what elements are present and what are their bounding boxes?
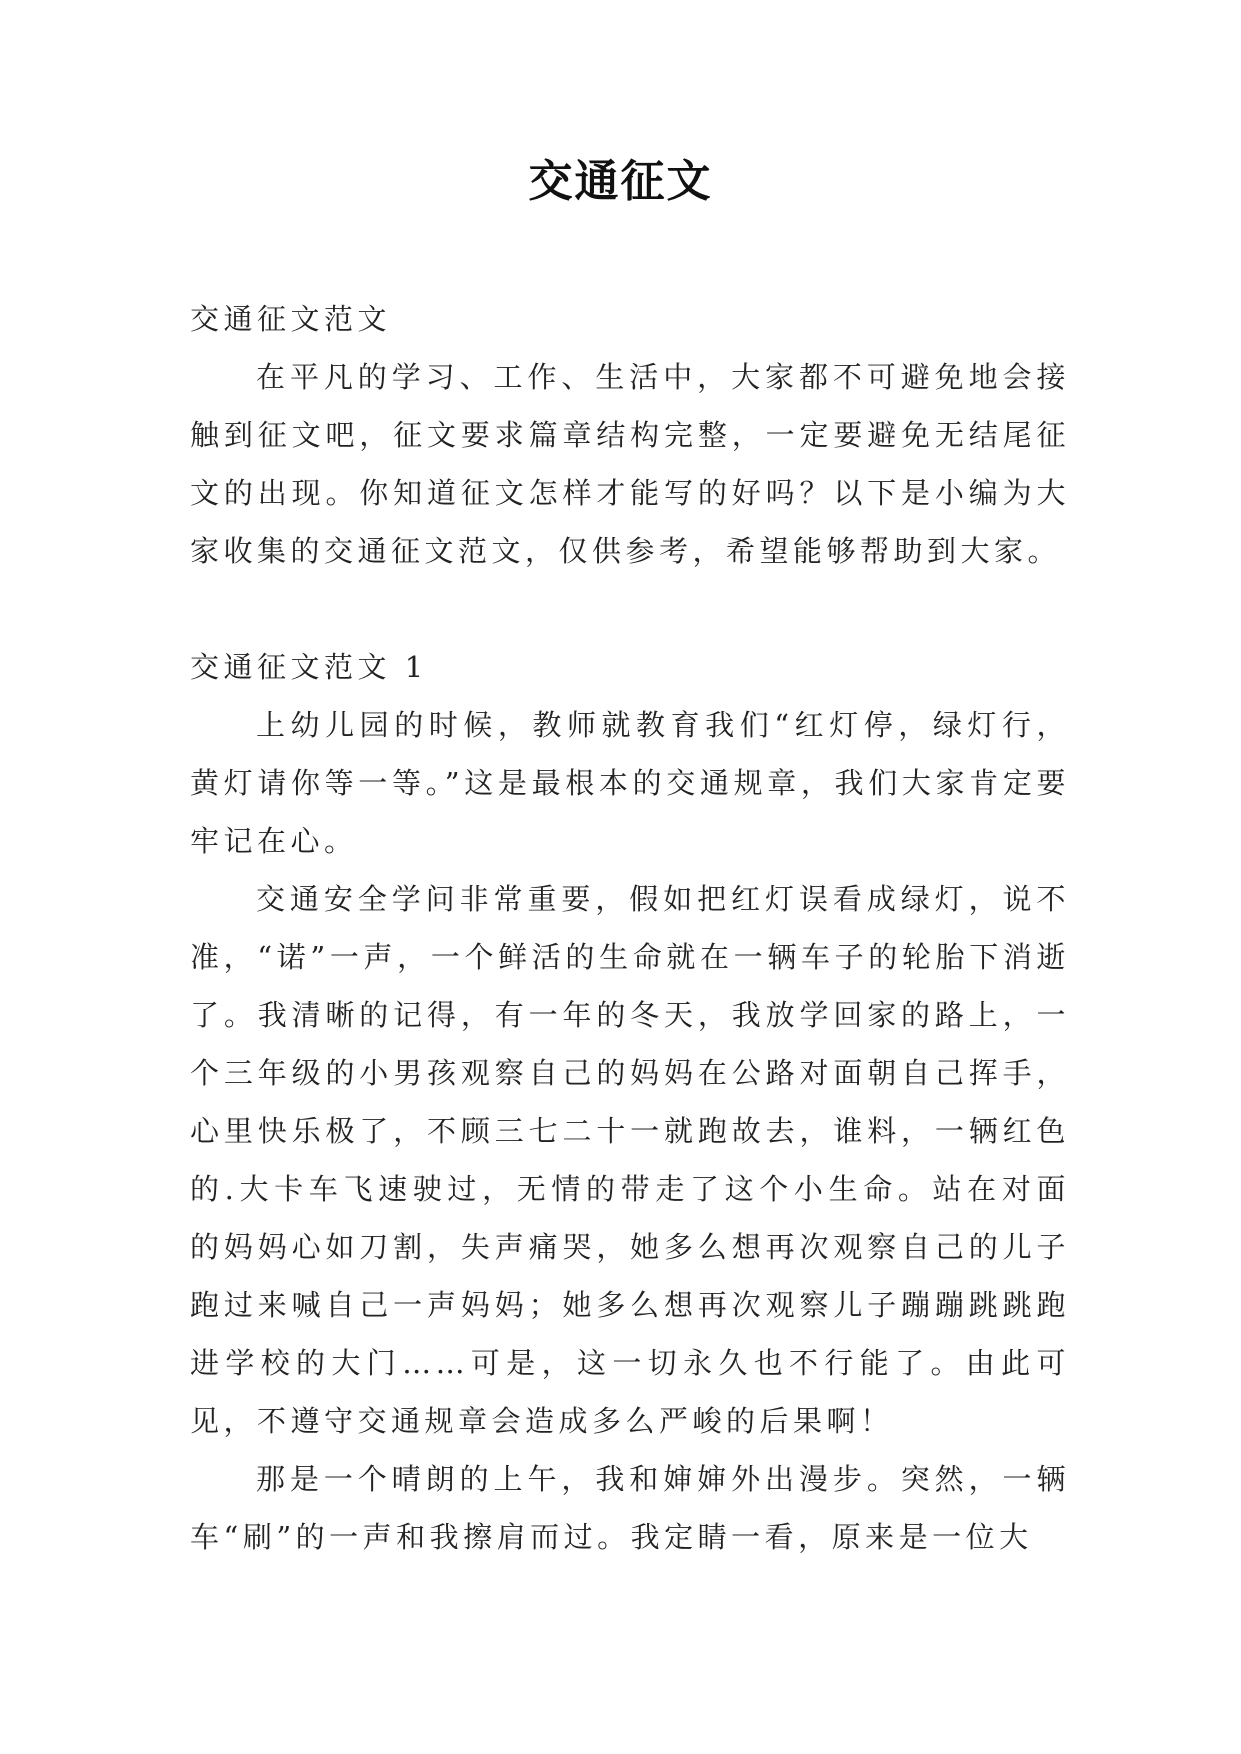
intro-paragraph: 在平凡的学习、工作、生活中，大家都不可避免地会接触到征文吧，征文要求篇章结构完整，一定要避免无结尾征文的出现。你知道征文怎样才能写的好吗？以下是小编为大家收集的交通征文范文，仅供参考，希望能够帮助到大家。 xyxy=(190,360,1070,568)
section-1-paragraph-1: 上幼儿园的时候，教师就教育我们“红灯停，绿灯行，黄灯请你等一等。”这是最根本的交通规章，我们大家肯定要牢记在心。 xyxy=(190,708,1070,858)
section-1-heading: 交通征文范文 1 xyxy=(190,650,428,684)
section-1-paragraph-3: 那是一个晴朗的上午，我和婶婶外出漫步。突然，一辆车“刷”的一声和我擦肩而过。我定睛一看，原来是一位大 xyxy=(190,1462,1070,1554)
intro-heading: 交通征文范文 xyxy=(190,302,392,336)
document-title: 交通征文 xyxy=(528,156,713,207)
document-body xyxy=(190,290,1070,1566)
section-1-paragraph-2: 交通安全学问非常重要，假如把红灯误看成绿灯，说不准，“诺”一声，一个鲜活的生命就在一辆车子的轮胎下消逝了。我清晰的记得，有一年的冬天，我放学回家的路上，一个三年级的小男孩观察自己的妈妈在公路对面朝自己挥手，心里快乐极了，不顾三七二十一就跑故去，谁料，一辆红色的.大卡车飞速驶过，无情的带走了这个小生命。站在对面的妈妈心如刀割，失声痛哭，她多么想再次观察自己的儿子跑过来喊自己一声妈妈；她多么想再次观察儿子蹦蹦跳跳跑进学校的大门……可是，这一切永久也不行能了。由此可见，不遵守交通规章会造成多么严峻的后果啊！ xyxy=(190,882,1070,1438)
